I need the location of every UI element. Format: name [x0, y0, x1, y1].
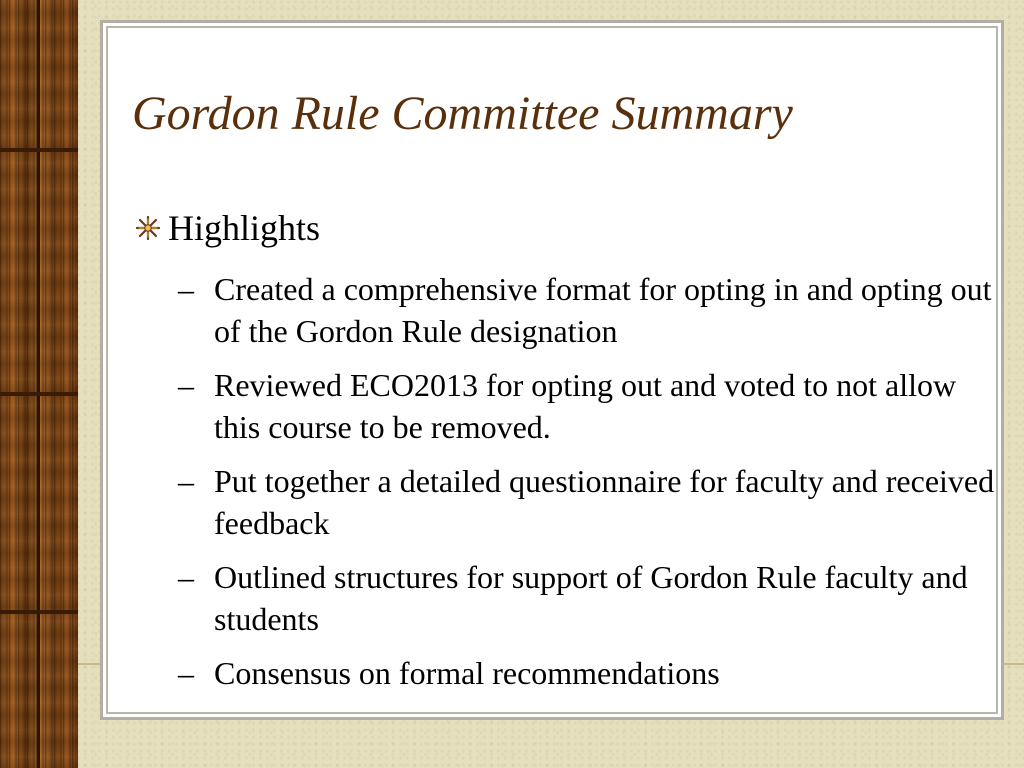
bullet-text: Highlights: [168, 208, 321, 248]
dash-marker: –: [178, 655, 194, 691]
list-item: [178, 364, 998, 448]
slide-frame-inner: [103, 23, 1001, 717]
dash-marker: –: [178, 559, 194, 595]
list-item-text: Created a comprehensive format for opting in and opting out of the Gordon Rule designation: [214, 271, 992, 349]
list-item-text: Reviewed ECO2013 for opting out and voted to not allow this course to be removed.: [214, 367, 957, 445]
slide: [106, 26, 998, 714]
list-item: [178, 268, 998, 352]
wood-rail: [0, 148, 78, 152]
sub-bullet-list: [178, 268, 998, 706]
list-item: [178, 556, 998, 640]
starburst-bullet-icon: [136, 216, 160, 240]
wood-seam: [37, 0, 40, 768]
dash-marker: –: [178, 367, 194, 403]
list-item: [178, 652, 998, 694]
slide-frame: [100, 20, 1004, 720]
list-item-text: Consensus on formal recommendations: [214, 655, 720, 691]
wood-rail: [0, 392, 78, 396]
dash-marker: –: [178, 463, 194, 499]
wood-border-decoration: [0, 0, 78, 768]
list-item-text: Outlined structures for support of Gordon Rule faculty and students: [214, 559, 968, 637]
slide-title: Gordon Rule Committee Summary: [132, 87, 793, 140]
bullet-highlights: [136, 210, 320, 246]
dash-marker: –: [178, 271, 194, 307]
list-item-text: Put together a detailed questionnaire for faculty and received feedback: [214, 463, 995, 541]
list-item: [178, 460, 998, 544]
wood-rail: [0, 610, 78, 614]
